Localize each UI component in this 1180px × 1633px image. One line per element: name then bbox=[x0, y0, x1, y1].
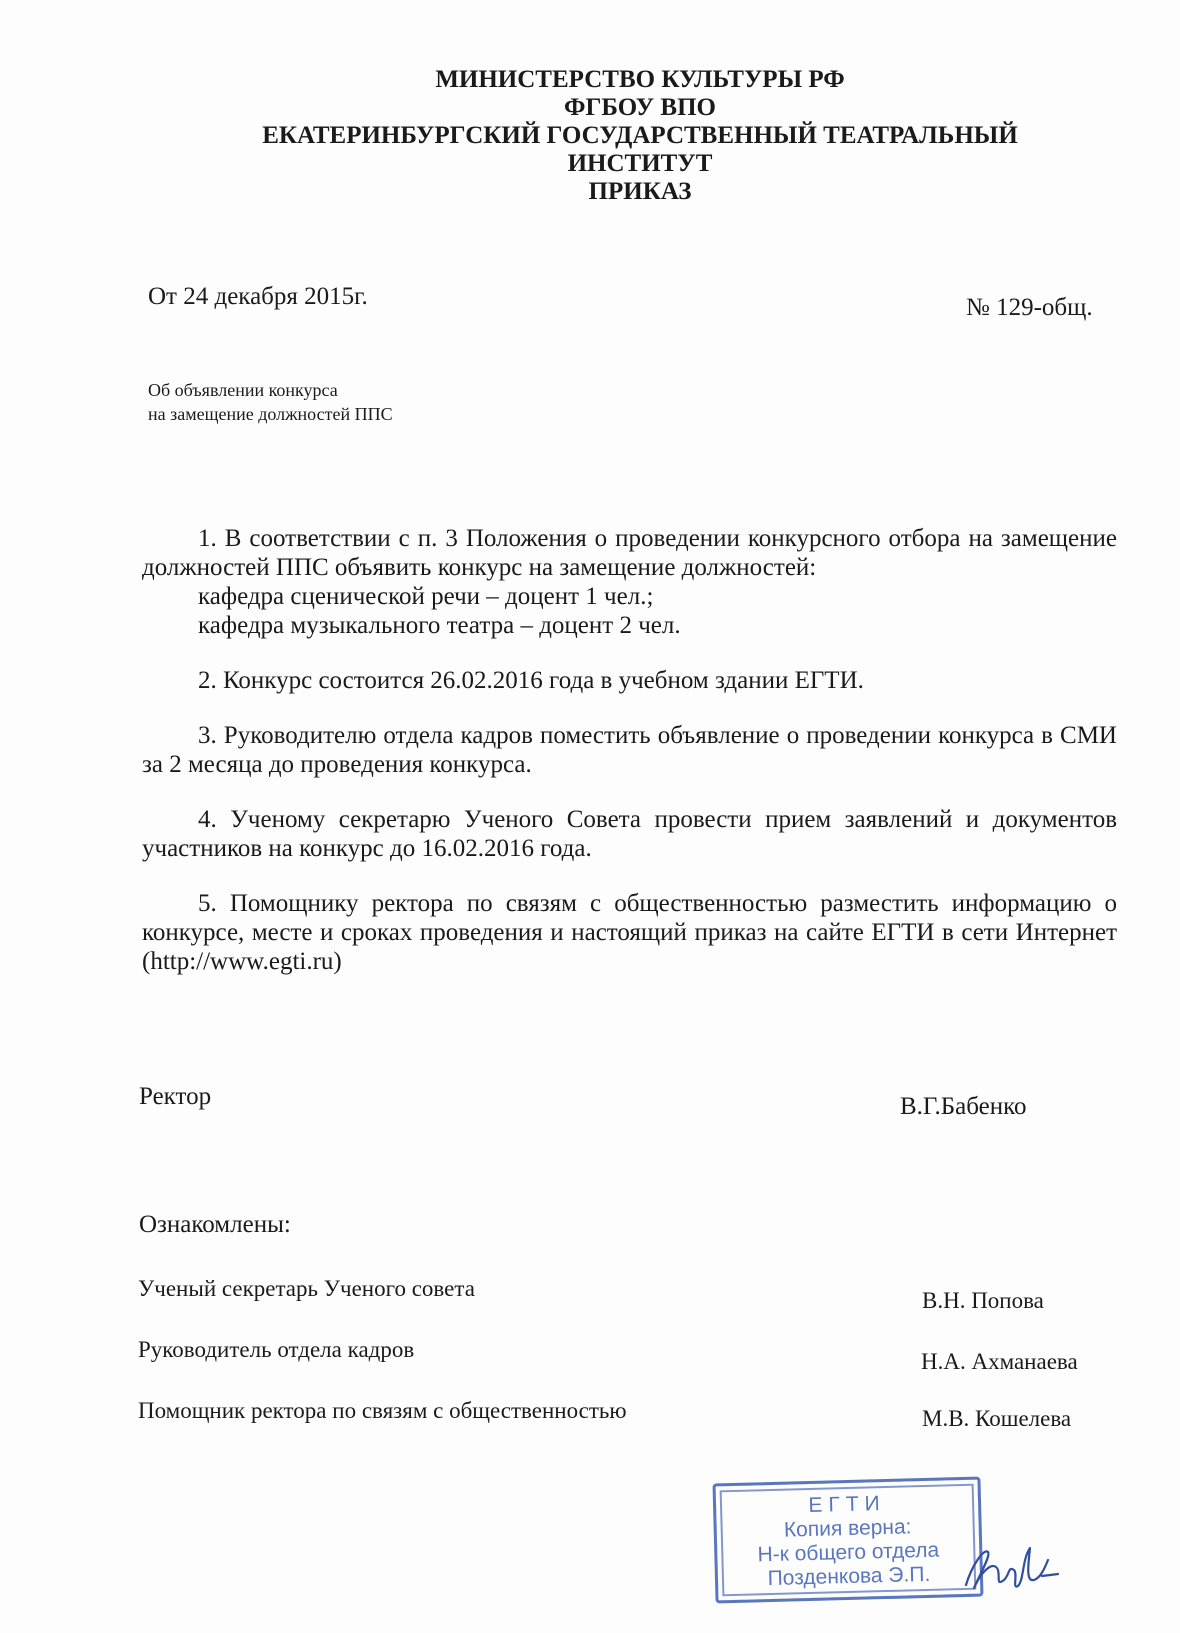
subject-line-1: Об объявлении конкурса bbox=[148, 380, 338, 400]
subject-line-2: на замещение должностей ППС bbox=[148, 404, 393, 424]
ack-role-secretary: Ученый секретарь Ученого совета bbox=[138, 1276, 475, 1301]
ministry-name: МИНИСТЕРСТВО КУЛЬТУРЫ РФ bbox=[435, 66, 845, 93]
stamp-org: ЕГТИ bbox=[808, 1492, 887, 1518]
ack-role-hr: Руководитель отдела кадров bbox=[138, 1337, 415, 1362]
certification-stamp bbox=[712, 1477, 983, 1604]
order-item-1-sub-1: кафедра сценической речи – доцент 1 чел.; bbox=[198, 583, 654, 610]
order-item-1 bbox=[142, 524, 1117, 640]
ack-name-pr: М.В. Кошелева bbox=[922, 1406, 1072, 1431]
ack-name-hr: Н.А. Ахманаева bbox=[921, 1349, 1078, 1374]
order-body bbox=[142, 524, 1117, 1002]
order-subject bbox=[148, 378, 393, 426]
handwritten-signature bbox=[958, 1530, 1068, 1600]
document-type: ПРИКАЗ bbox=[588, 178, 692, 205]
order-date: От 24 декабря 2015г. bbox=[148, 283, 368, 310]
ack-name-secretary: В.Н. Попова bbox=[922, 1288, 1044, 1313]
acquainted-label: Ознакомлены: bbox=[139, 1211, 291, 1238]
stamp-person: Позденкова Э.П. bbox=[767, 1562, 931, 1591]
ack-role-pr: Помощник ректора по связям с общественностью bbox=[138, 1398, 627, 1423]
order-item-5: 5. Помощнику ректора по связям с общественностью разместить информацию о конкурсе, месте и сроках проведения и настоящий приказ на сайте ЕГТИ в сети Интернет (http://www.egti.ru) bbox=[142, 890, 1117, 975]
institution-name: ЕКАТЕРИНБУРГСКИЙ ГОСУДАРСТВЕННЫЙ ТЕАТРАЛЬНЫЙ bbox=[262, 122, 1018, 149]
rector-name: В.Г.Бабенко bbox=[900, 1093, 1027, 1120]
order-item-2: 2. Конкурс состоится 26.02.2016 года в учебном здании ЕГТИ. bbox=[198, 667, 864, 694]
document-header bbox=[200, 66, 1080, 206]
order-item-1-text: 1. В соответствии с п. 3 Положения о проведении конкурсного отбора на замещение должностей ППС объявить конкурс на замещение должностей: bbox=[142, 525, 1117, 581]
institution-name-cont: ИНСТИТУТ bbox=[567, 150, 713, 177]
order-item-4: 4. Ученому секретарю Ученого Совета провести прием заявлений и документов участников на конкурс до 16.02.2016 года. bbox=[142, 806, 1117, 862]
order-item-3: 3. Руководителю отдела кадров поместить объявление о проведении конкурса в СМИ за 2 месяца до проведения конкурса. bbox=[142, 722, 1117, 778]
institution-type: ФГБОУ ВПО bbox=[564, 94, 716, 121]
stamp-dept: Н-к общего отдела bbox=[757, 1538, 940, 1567]
order-number: № 129-общ. bbox=[966, 294, 1093, 321]
order-item-1-sub-2: кафедра музыкального театра – доцент 2 чел. bbox=[198, 612, 681, 639]
rector-title: Ректор bbox=[139, 1083, 212, 1110]
stamp-copy-true: Копия верна: bbox=[783, 1515, 912, 1542]
